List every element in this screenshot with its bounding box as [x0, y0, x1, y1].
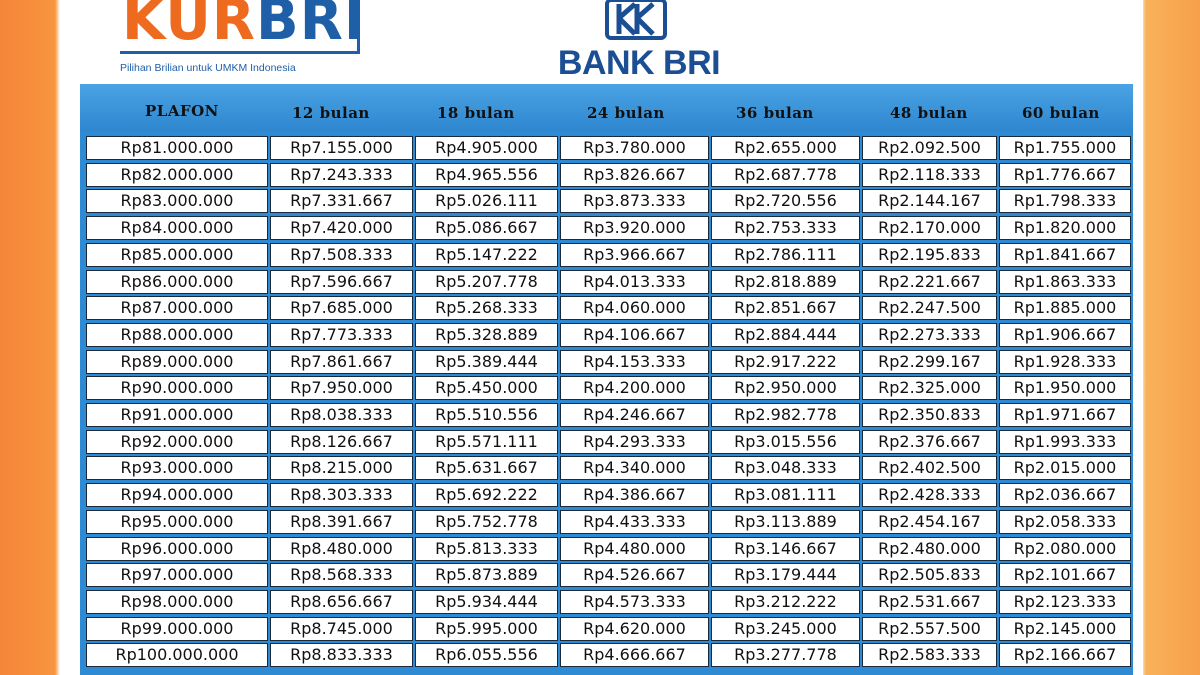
- table-row: [86, 243, 1131, 270]
- installment-cell: Rp5.631.667: [415, 456, 558, 480]
- installment-cell: Rp2.884.444: [711, 323, 860, 347]
- installment-cell: Rp8.745.000: [270, 617, 413, 641]
- installment-cell: Rp2.118.333: [862, 163, 997, 187]
- wordmark-kur: KUR: [122, 0, 257, 53]
- installment-cell: Rp3.179.444: [711, 563, 860, 587]
- installment-cell: Rp5.026.111: [415, 189, 558, 213]
- installment-cell: Rp2.123.333: [999, 590, 1131, 614]
- table-header: [80, 84, 1133, 132]
- installment-cell: Rp1.928.333: [999, 350, 1131, 374]
- installment-cell: Rp5.934.444: [415, 590, 558, 614]
- installment-cell: Rp1.776.667: [999, 163, 1131, 187]
- installment-cell: Rp8.215.000: [270, 456, 413, 480]
- bank-name: BANK BRI: [557, 44, 721, 82]
- plafon-cell: Rp98.000.000: [86, 590, 268, 614]
- installment-cell: Rp2.720.556: [711, 189, 860, 213]
- installment-cell: Rp7.773.333: [270, 323, 413, 347]
- installment-cell: Rp2.299.167: [862, 350, 997, 374]
- header-18-bulan: 18 bulan: [437, 104, 515, 122]
- table-row: [86, 189, 1131, 216]
- table-row: [86, 376, 1131, 403]
- bank-bri-logo: [550, 0, 725, 80]
- table-row: [86, 296, 1131, 323]
- installment-cell: Rp3.920.000: [560, 216, 709, 240]
- installment-cell: Rp2.950.000: [711, 376, 860, 400]
- installment-cell: Rp3.245.000: [711, 617, 860, 641]
- installment-cell: Rp7.243.333: [270, 163, 413, 187]
- installment-cell: Rp8.391.667: [270, 510, 413, 534]
- installment-cell: Rp2.917.222: [711, 350, 860, 374]
- installment-cell: Rp2.687.778: [711, 163, 860, 187]
- header-plafon: PLAFON: [145, 102, 219, 120]
- installment-cell: Rp8.038.333: [270, 403, 413, 427]
- installment-cell: Rp2.982.778: [711, 403, 860, 427]
- installment-cell: Rp5.571.111: [415, 430, 558, 454]
- installment-cell: Rp4.060.000: [560, 296, 709, 320]
- table-row: [86, 136, 1131, 163]
- installment-cell: Rp3.048.333: [711, 456, 860, 480]
- installment-cell: Rp7.596.667: [270, 270, 413, 294]
- header-48-bulan: 48 bulan: [890, 104, 968, 122]
- installment-cell: Rp4.293.333: [560, 430, 709, 454]
- installment-cell: Rp2.428.333: [862, 483, 997, 507]
- installment-cell: Rp8.833.333: [270, 643, 413, 667]
- installment-cell: Rp5.995.000: [415, 617, 558, 641]
- installment-cell: Rp1.950.000: [999, 376, 1131, 400]
- installment-cell: Rp2.851.667: [711, 296, 860, 320]
- installment-cell: Rp2.144.167: [862, 189, 997, 213]
- installment-cell: Rp4.153.333: [560, 350, 709, 374]
- installment-cell: Rp3.081.111: [711, 483, 860, 507]
- installment-cell: Rp4.666.667: [560, 643, 709, 667]
- installment-cell: Rp2.325.000: [862, 376, 997, 400]
- installment-cell: Rp2.480.000: [862, 537, 997, 561]
- installment-cell: Rp2.531.667: [862, 590, 997, 614]
- plafon-cell: Rp99.000.000: [86, 617, 268, 641]
- installment-cell: Rp2.818.889: [711, 270, 860, 294]
- installment-cell: Rp2.402.500: [862, 456, 997, 480]
- installment-cell: Rp1.820.000: [999, 216, 1131, 240]
- installment-cell: Rp3.212.222: [711, 590, 860, 614]
- installment-cell: Rp2.273.333: [862, 323, 997, 347]
- installment-cell: Rp4.573.333: [560, 590, 709, 614]
- table-row: [86, 403, 1131, 430]
- plafon-cell: Rp82.000.000: [86, 163, 268, 187]
- plafon-cell: Rp96.000.000: [86, 537, 268, 561]
- installment-cell: Rp8.568.333: [270, 563, 413, 587]
- installment-cell: Rp6.055.556: [415, 643, 558, 667]
- table-row: [86, 163, 1131, 190]
- installment-cell: Rp2.583.333: [862, 643, 997, 667]
- installment-cell: Rp3.780.000: [560, 136, 709, 160]
- installment-cell: Rp5.873.889: [415, 563, 558, 587]
- plafon-cell: Rp91.000.000: [86, 403, 268, 427]
- installment-cell: Rp5.450.000: [415, 376, 558, 400]
- plafon-cell: Rp87.000.000: [86, 296, 268, 320]
- wordmark-bri: BRI: [256, 0, 366, 53]
- table-row: [86, 350, 1131, 377]
- installment-cell: Rp5.813.333: [415, 537, 558, 561]
- installment-cell: Rp2.376.667: [862, 430, 997, 454]
- installment-cell: Rp3.873.333: [560, 189, 709, 213]
- installment-cell: Rp5.510.556: [415, 403, 558, 427]
- installment-cell: Rp2.557.500: [862, 617, 997, 641]
- installment-cell: Rp4.200.000: [560, 376, 709, 400]
- installment-cell: Rp7.861.667: [270, 350, 413, 374]
- installment-cell: Rp4.965.556: [415, 163, 558, 187]
- plafon-cell: Rp92.000.000: [86, 430, 268, 454]
- installment-cell: Rp8.126.667: [270, 430, 413, 454]
- installment-cell: Rp2.247.500: [862, 296, 997, 320]
- installment-cell: Rp4.526.667: [560, 563, 709, 587]
- installment-cell: Rp2.036.667: [999, 483, 1131, 507]
- installment-cell: Rp2.092.500: [862, 136, 997, 160]
- plafon-cell: Rp86.000.000: [86, 270, 268, 294]
- installment-cell: Rp2.170.000: [862, 216, 997, 240]
- installment-cell: Rp4.106.667: [560, 323, 709, 347]
- table-row: [86, 270, 1131, 297]
- kur-tagline: Pilihan Brilian untuk UMKM Indonesia: [120, 62, 296, 74]
- installment-cell: Rp2.080.000: [999, 537, 1131, 561]
- plafon-cell: Rp83.000.000: [86, 189, 268, 213]
- installment-cell: Rp1.993.333: [999, 430, 1131, 454]
- installment-cell: Rp1.971.667: [999, 403, 1131, 427]
- installment-cell: Rp1.885.000: [999, 296, 1131, 320]
- installment-cell: Rp5.086.667: [415, 216, 558, 240]
- installment-cell: Rp5.389.444: [415, 350, 558, 374]
- table-row: [86, 537, 1131, 564]
- installment-cell: Rp1.798.333: [999, 189, 1131, 213]
- installment-cell: Rp2.786.111: [711, 243, 860, 267]
- installment-cell: Rp7.331.667: [270, 189, 413, 213]
- installment-cell: Rp4.013.333: [560, 270, 709, 294]
- installment-cell: Rp7.155.000: [270, 136, 413, 160]
- installment-cell: Rp2.753.333: [711, 216, 860, 240]
- table-row: [86, 323, 1131, 350]
- plafon-cell: Rp81.000.000: [86, 136, 268, 160]
- header-36-bulan: 36 bulan: [736, 104, 814, 122]
- installment-cell: Rp8.656.667: [270, 590, 413, 614]
- plafon-cell: Rp93.000.000: [86, 456, 268, 480]
- installment-cell: Rp2.454.167: [862, 510, 997, 534]
- installment-cell: Rp3.826.667: [560, 163, 709, 187]
- table-row: [86, 483, 1131, 510]
- table-row: [86, 456, 1131, 483]
- installment-cell: Rp7.508.333: [270, 243, 413, 267]
- installment-cell: Rp2.145.000: [999, 617, 1131, 641]
- installment-cell: Rp2.101.667: [999, 563, 1131, 587]
- installment-cell: Rp1.863.333: [999, 270, 1131, 294]
- header-60-bulan: 60 bulan: [1022, 104, 1100, 122]
- installment-cell: Rp3.113.889: [711, 510, 860, 534]
- table-row: [86, 617, 1131, 644]
- installment-cell: Rp2.195.833: [862, 243, 997, 267]
- table-row: [86, 590, 1131, 617]
- installment-cell: Rp1.906.667: [999, 323, 1131, 347]
- installment-cell: Rp4.620.000: [560, 617, 709, 641]
- installment-cell: Rp3.146.667: [711, 537, 860, 561]
- installment-table: [80, 84, 1133, 675]
- installment-cell: Rp8.480.000: [270, 537, 413, 561]
- installment-cell: Rp2.166.667: [999, 643, 1131, 667]
- installment-cell: Rp1.841.667: [999, 243, 1131, 267]
- plafon-cell: Rp94.000.000: [86, 483, 268, 507]
- installment-cell: Rp3.015.556: [711, 430, 860, 454]
- installment-cell: Rp5.147.222: [415, 243, 558, 267]
- plafon-cell: Rp97.000.000: [86, 563, 268, 587]
- installment-cell: Rp2.015.000: [999, 456, 1131, 480]
- plafon-cell: Rp100.000.000: [86, 643, 268, 667]
- installment-cell: Rp5.207.778: [415, 270, 558, 294]
- installment-cell: Rp4.905.000: [415, 136, 558, 160]
- table-row: [86, 510, 1131, 537]
- installment-cell: Rp4.246.667: [560, 403, 709, 427]
- plafon-cell: Rp90.000.000: [86, 376, 268, 400]
- table-row: [86, 216, 1131, 243]
- installment-cell: Rp7.420.000: [270, 216, 413, 240]
- installment-cell: Rp3.277.778: [711, 643, 860, 667]
- plafon-cell: Rp84.000.000: [86, 216, 268, 240]
- installment-cell: Rp2.505.833: [862, 563, 997, 587]
- installment-cell: Rp5.692.222: [415, 483, 558, 507]
- installment-cell: Rp4.480.000: [560, 537, 709, 561]
- installment-cell: Rp2.221.667: [862, 270, 997, 294]
- installment-cell: Rp4.386.667: [560, 483, 709, 507]
- header-12-bulan: 12 bulan: [292, 104, 370, 122]
- installment-cell: Rp4.433.333: [560, 510, 709, 534]
- plafon-cell: Rp95.000.000: [86, 510, 268, 534]
- plafon-cell: Rp85.000.000: [86, 243, 268, 267]
- installment-cell: Rp4.340.000: [560, 456, 709, 480]
- header-24-bulan: 24 bulan: [587, 104, 665, 122]
- installment-cell: Rp7.950.000: [270, 376, 413, 400]
- installment-cell: Rp2.655.000: [711, 136, 860, 160]
- table-row: [86, 563, 1131, 590]
- installment-cell: Rp2.058.333: [999, 510, 1131, 534]
- bri-emblem-icon: [605, 0, 669, 42]
- installment-cell: Rp1.755.000: [999, 136, 1131, 160]
- plafon-cell: Rp88.000.000: [86, 323, 268, 347]
- table-row: [86, 643, 1131, 670]
- kur-bri-wordmark: [122, 0, 366, 53]
- installment-cell: Rp3.966.667: [560, 243, 709, 267]
- installment-cell: Rp5.752.778: [415, 510, 558, 534]
- installment-cell: Rp7.685.000: [270, 296, 413, 320]
- installment-cell: Rp5.268.333: [415, 296, 558, 320]
- installment-cell: Rp5.328.889: [415, 323, 558, 347]
- plafon-cell: Rp89.000.000: [86, 350, 268, 374]
- installment-cell: Rp2.350.833: [862, 403, 997, 427]
- installment-cell: Rp8.303.333: [270, 483, 413, 507]
- table-row: [86, 430, 1131, 457]
